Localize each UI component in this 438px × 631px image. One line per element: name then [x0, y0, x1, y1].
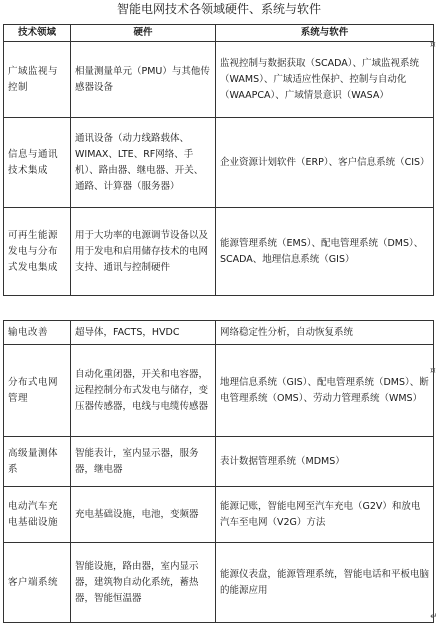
- hardware-cell: 用于大功率的电源调节设备以及用于发电和启用储存技术的电网支持、通讯与控制硬件: [71, 208, 216, 296]
- header-software: 系统与软件: [216, 25, 434, 42]
- table-row: [4, 321, 434, 345]
- software-cell: 监视控制与数据获取（SCADA）、广域监视系统（WAMS）、广域适应性保护、控制与自动化（WAAPCA）、广域情景意识（WASA）: [216, 42, 434, 118]
- hardware-cell: 超导体，FACTS，HVDC: [71, 321, 216, 345]
- table-row: [4, 118, 434, 208]
- field-cell: 可再生能源发电与分布式发电集成: [4, 208, 71, 296]
- tech-table-part2: [3, 320, 434, 623]
- table-row: [4, 345, 434, 437]
- cell-end-mark-icon: ¤: [430, 366, 436, 376]
- table-row: [4, 42, 434, 118]
- hardware-cell: 自动化重闭器，开关和电容器，远程控制分布式发电与储存，变压器传感器，电线与电缆传感器: [71, 345, 216, 437]
- table-row: [4, 208, 434, 296]
- software-cell: 能源仪表盘，能源管理系统，智能电话和平板电脑的能源应用: [216, 543, 434, 623]
- cell-end-mark-icon: ¤: [430, 40, 436, 50]
- table-row: [4, 437, 434, 487]
- field-cell: 信息与通讯技术集成: [4, 118, 71, 208]
- table-row: [4, 543, 434, 623]
- software-cell: 表计数据管理系统（MDMS）: [216, 437, 434, 487]
- field-cell: 广域监视与控制: [4, 42, 71, 118]
- hardware-cell: 相量测量单元（PMU）与其他传感器设备: [71, 42, 216, 118]
- software-cell: 能源记账，智能电网至汽车充电（G2V）和放电汽车至电网（V2G）方法: [216, 487, 434, 543]
- tech-table-part1: [3, 24, 434, 296]
- hardware-cell: 充电基础设施，电池，变频器: [71, 487, 216, 543]
- header-field: 技术领域: [4, 25, 71, 42]
- table-header-row: [4, 25, 434, 42]
- paragraph-mark-icon: ↵: [430, 612, 438, 622]
- document-title: 智能电网技术各领域硬件、系统与软件: [116, 2, 321, 16]
- field-cell: 输电改善: [4, 321, 71, 345]
- software-cell: 能源管理系统（EMS）、配电管理系统（DMS）、SCADA、地理信息系统（GIS）: [216, 208, 434, 296]
- table-row: [4, 487, 434, 543]
- field-cell: 高级量测体系: [4, 437, 71, 487]
- software-cell: 企业资源计划软件（ERP）、客户信息系统（CIS）: [216, 118, 434, 208]
- hardware-cell: 智能表计，室内显示器，服务器，继电器: [71, 437, 216, 487]
- software-cell: 网络稳定性分析，自动恢复系统: [216, 321, 434, 345]
- header-hardware: 硬件: [71, 25, 216, 42]
- hardware-cell: 通讯设备（动力线路载体、WIMAX、LTE、RF网络、手机）、路由器、继电器、开关、通路、计算器（服务器）: [71, 118, 216, 208]
- field-cell: 分布式电网管理: [4, 345, 71, 437]
- hardware-cell: 智能设施，路由器，室内显示器，建筑物自动化系统，蓄热器，智能恒温器: [71, 543, 216, 623]
- field-cell: 电动汽车充电基础设施: [4, 487, 71, 543]
- software-cell: 地理信息系统（GIS）、配电管理系统（DMS）、断电管理系统（OMS）、劳动力管理系统（WMS）: [216, 345, 434, 437]
- field-cell: 客户端系统: [4, 543, 71, 623]
